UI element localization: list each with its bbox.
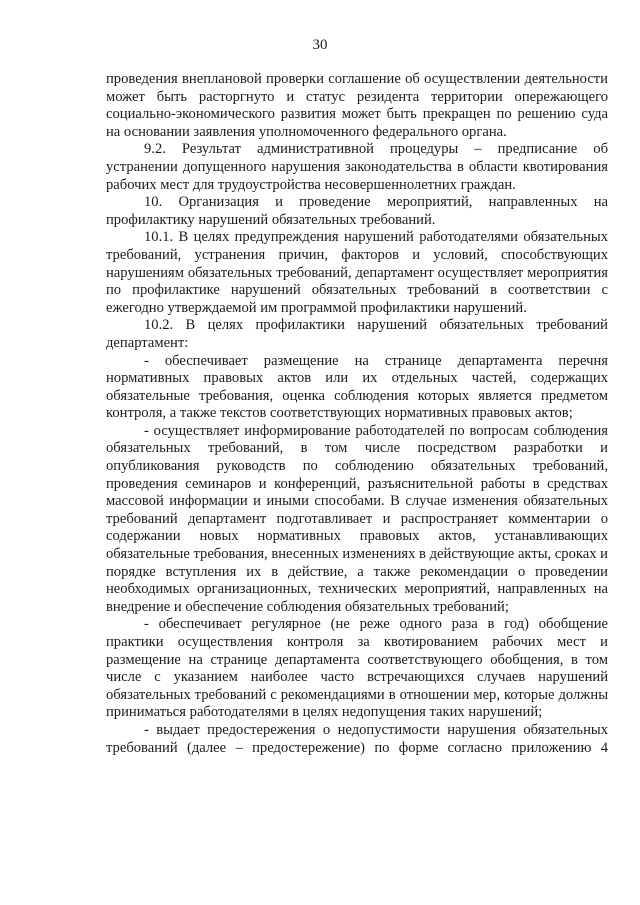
paragraph-9-2-result: 9.2. Результат административной процедуры – предписание об устранении допущенного нарушения законодательства в области квотирования рабочих мест для трудоустройства несовершеннолетних граждан. — [106, 141, 608, 193]
paragraph-agreement-termination: проведения внеплановой проверки соглашение об осуществлении деятельности может быть расторгнуто и статус резидента территории опережающего социально-экономического развития может быть прекращен по решению суда на основании заявления уполномоченного федерального органа. — [106, 71, 608, 140]
page-number: 30 — [312, 37, 328, 53]
paragraph-10-prevention: 10. Организация и проведение мероприятий, направленных на профилактику нарушений обязательных требований. — [106, 194, 608, 228]
list-item-informing-employers: - осуществляет информирование работодателей по вопросам соблюдения обязательных требований, в том числе посредством разработки и опубликования руководств по соблюдению обязательных требований, проведения семинаров и конференций, разъяснительной работы в средствах массовой информации и иными способами. В случае изменения обязательных требований департамент подготавливает и распространяет комментарии о содержании новых нормативных правовых актов, устанавливающих обязательные требования, внесенных изменениях в действующие акты, сроках и порядке вступления их в действие, а также рекомендации о проведении необходимых организационных, технических мероприятий, направленных на внедрение и обеспечение соблюдения обязательных требований; — [106, 422, 608, 615]
document-body — [106, 71, 608, 757]
list-item-warnings: - выдает предостережения о недопустимости нарушения обязательных требований (далее – предостережение) по форме согласно приложению 4 — [106, 721, 608, 756]
list-item-publishing-acts: - обеспечивает размещение на странице департамента перечня нормативных правовых актов или их отдельных частей, содержащих обязательные требования, оценка соблюдения которых является предметом контроля, а также текстов соответствующих нормативных правовых актов; — [106, 352, 608, 422]
list-item-practice-summary: - обеспечивает регулярное (не реже одного раза в год) обобщение практики осуществления контроля за квотированием рабочих мест и размещение на странице департамента соответствующего обобщения, в том числе с указанием наиболее часто встречающихся случаев нарушений обязательных требований с рекомендациями в отношении мер, которые должны приниматься работодателями в целях недопущения таких нарушений; — [106, 616, 608, 721]
paragraph-10-1: 10.1. В целях предупреждения нарушений работодателями обязательных требований, устранения причин, факторов и условий, способствующих нарушениям обязательных требований, департамент осуществляет мероприятия по профилактике нарушений обязательных требований в соответствии с ежегодно утверждаемой им программой профилактики нарушений. — [106, 229, 608, 316]
paragraph-10-2: 10.2. В целях профилактики нарушений обязательных требований департамент: — [106, 317, 608, 351]
